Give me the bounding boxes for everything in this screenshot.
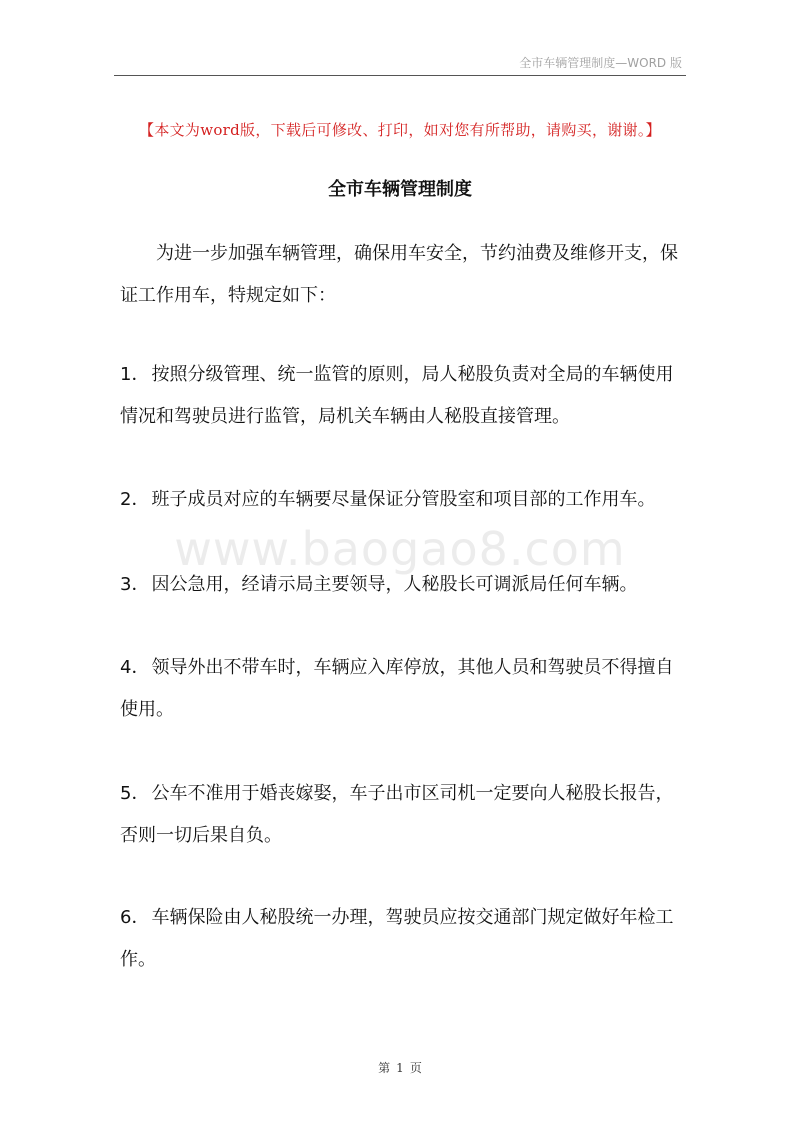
document-title: 全市车辆管理制度 [328,179,472,200]
rule-number: 6． [120,907,150,928]
rule-number: 3． [120,574,150,595]
page-number: 1 [396,1061,404,1075]
rule-text: 因公急用，经请示局主要领导，人秘股长可调派局任何车辆。 [151,574,638,595]
rule-number: 5． [120,783,150,804]
purchase-notice: 【本文为word版，下载后可修改、打印，如对您有所帮助，请购买，谢谢。】 [139,121,661,139]
rule-item-1 [120,354,688,438]
rule-item-4 [120,647,688,731]
footer-suffix: 页 [409,1061,422,1075]
rule-item-6 [120,897,688,981]
rule-text: 班子成员对应的车辆要尽量保证分管股室和项目部的工作用车。 [151,489,656,510]
rule-item-5 [120,773,688,857]
rule-text: 领导外出不带车时，车辆应入库停放，其他人员和驾驶员不得擅自使用。 [120,657,674,720]
header-divider [114,75,686,76]
rule-text: 车辆保险由人秘股统一办理，驾驶员应按交通部门规定做好年检工作。 [120,907,674,970]
footer-prefix: 第 [378,1061,391,1075]
running-header: 全市车辆管理制度—WORD 版 [519,56,682,70]
rule-number: 4． [120,657,150,678]
rule-number: 1． [120,364,150,385]
rule-text: 按照分级管理、统一监管的原则，局人秘股负责对全局的车辆使用情况和驾驶员进行监管，局机关车辆由人秘股直接管理。 [120,364,674,427]
intro-paragraph: 为进一步加强车辆管理，确保用车安全，节约油费及维修开支，保证工作用车，特规定如下： [120,243,678,306]
watermark: www.baogao8.com [174,522,626,576]
page-footer [0,1059,800,1076]
rule-text: 公车不准用于婚丧嫁娶，车子出市区司机一定要向人秘股长报告，否则一切后果自负。 [120,783,674,846]
rule-item-2 [120,479,688,521]
rule-number: 2． [120,489,150,510]
rule-item-3 [120,564,688,606]
